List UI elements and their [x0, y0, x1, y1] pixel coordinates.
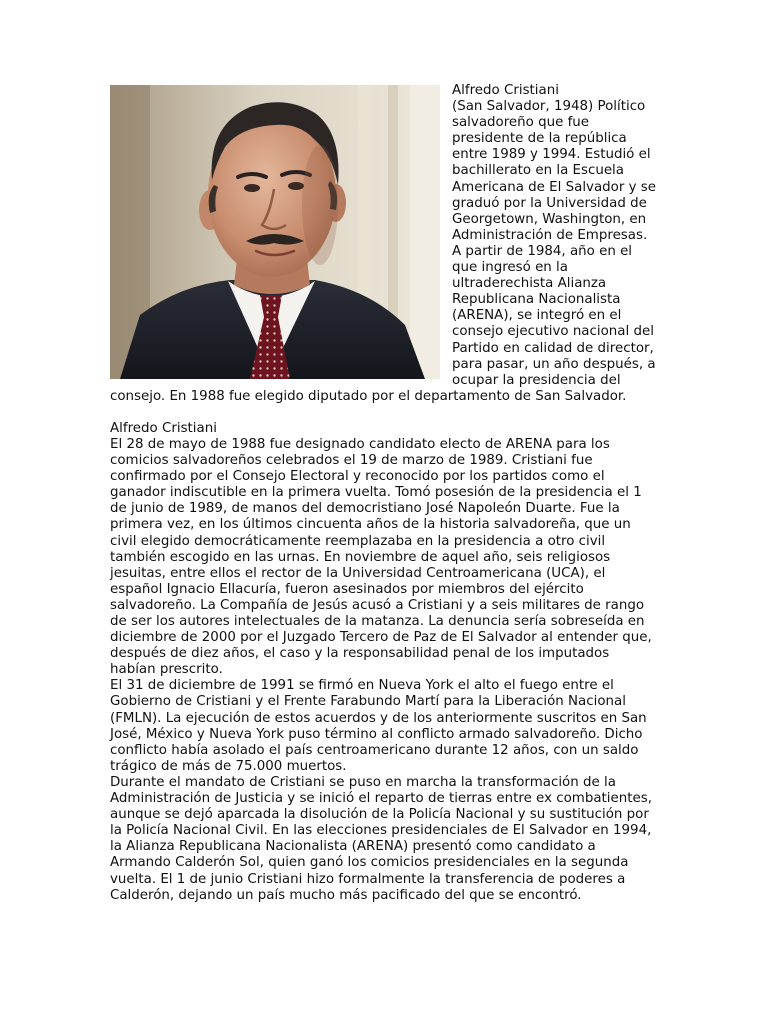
intro-heading: Alfredo Cristiani [452, 83, 559, 98]
body-paragraph-peace-accords: El 31 de diciembre de 1991 se firmó en Nueva York el alto el fuego entre el Gobierno de Cristiani y el Frente Farabundo Martí para la Liberación Nacional (FMLN). La ejecución de estos acuerdos y de los anteriormente suscritos en San José, México y Nueva York puso término al conflicto armado salvadoreño. Dicho conflicto había asolado el país centroamericano durante 12 años, con un saldo trágico de más de 75.000 muertos. [110, 678, 647, 774]
portrait-illustration [110, 85, 440, 379]
section-heading: Alfredo Cristiani [110, 420, 217, 436]
portrait-photo [110, 85, 440, 379]
body-paragraph-presidency: El 28 de mayo de 1988 fue designado candidato electo de ARENA para los comicios salvadoreños celebrados el 19 de marzo de 1989. Cristiani fue confirmado por el Consejo Electoral y reconocido por los partidos como el ganador indiscutible en la primera vuelta. Tomó posesión de la presidencia el 1 de junio de 1989, de manos del democristiano José Napoleón Duarte. Fue la primera vez, en los últimos cincuenta años de la historia salvadoreña, que un civil elegido democráticamente reemplazaba en la presidencia a otro civil también escogido en las urnas. En noviembre de aquel año, seis religiosos jesuitas, entre ellos el rector de la Universidad Centroamericana (UCA), el español Ignacio Ellacuría, fueron asesinados por miembros del ejército salvadoreño. La Compañía de Jesús acusó a Cristiani y a seis militares de rango de ser los autores intelectuales de la matanza. La denuncia sería sobreseída en diciembre de 2000 por el Juzgado Tercero de Paz de El Salvador al entender que, después de diez años, el caso y la responsabilidad penal de los imputados habían prescrito. [110, 436, 652, 678]
intro-paragraph: (San Salvador, 1948) Político salvadoreño que fue presidente de la república entre 1989 y 1994. Estudió el bachillerato en la Escuela Americana de El Salvador y se graduó por la Universidad de Georgetown, Washington, en Administración de Empresas. A partir de 1984, año en el que ingresó en la ultraderechista Alianza Republicana Nacionalista (ARENA), se integró en el consejo ejecutivo nacional del Partido en calidad de director, para pasar, un año después, a ocupar la presidencia del consejo. En 1988 fue elegido diputado por el departamento de San Salvador. [110, 99, 657, 404]
document-page [110, 83, 658, 904]
body-paragraph-reforms: Durante el mandato de Cristiani se puso en marcha la transformación de la Administración de Justicia y se inició el reparto de tierras entre ex combatientes, aunque se dejó aparcada la disolución de la Policía Nacional y su sustitución por la Policía Nacional Civil. En las elecciones presidenciales de El Salvador en 1994, la Alianza Republicana Nacionalista (ARENA) presentó como candidato a Armando Calderón Sol, quien ganó los comicios presidenciales en la segunda vuelta. El 1 de junio Cristiani hizo formalmente la transferencia de poderes a Calderón, dejando un país mucho más pacificado del que se encontró. [110, 774, 652, 903]
paragraph-spacer [110, 405, 658, 421]
